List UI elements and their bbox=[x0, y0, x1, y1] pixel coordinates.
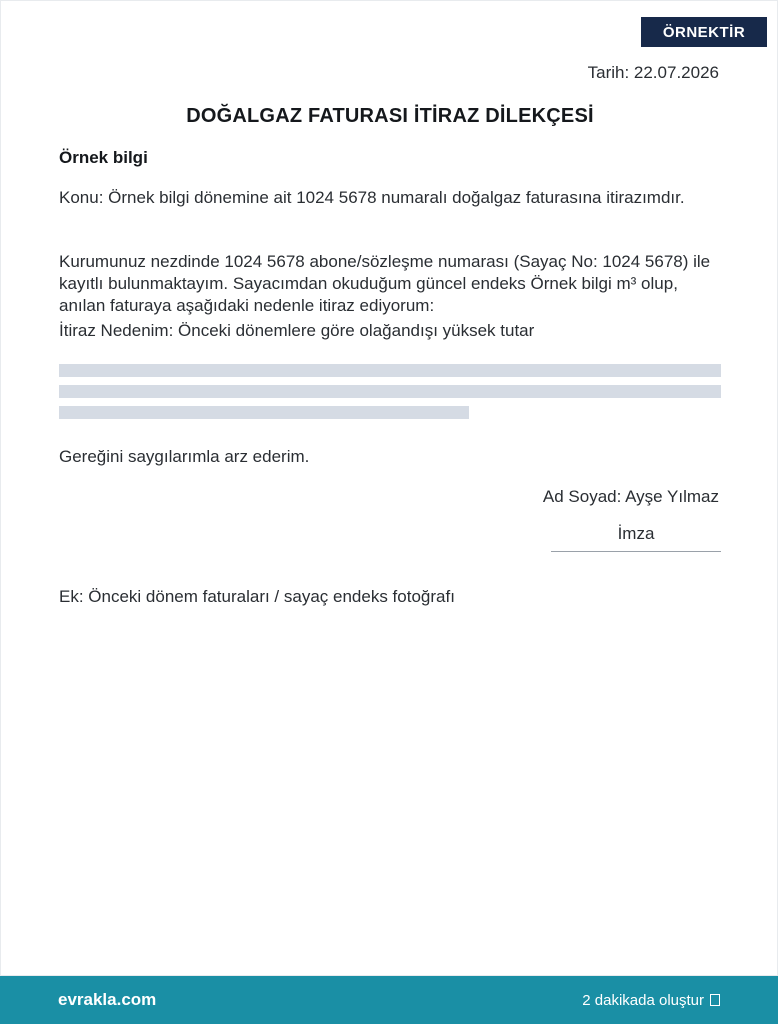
signature-label: İmza bbox=[617, 524, 655, 543]
redacted-line bbox=[59, 406, 469, 419]
cta-label: 2 dakikada oluştur bbox=[582, 991, 704, 1009]
signer-name: Ad Soyad: Ayşe Yılmaz bbox=[542, 487, 719, 506]
document-title: DOĞALGAZ FATURASI İTİRAZ DİLEKÇESİ bbox=[186, 105, 594, 127]
create-cta-button[interactable] bbox=[582, 992, 720, 1009]
body-paragraph: Kurumunuz nezdinde 1024 5678 abone/sözleşme numarası (Sayaç No: 1024 5678) ile kayıtlı bulunmaktayım. Sayacımdan okuduğum güncel endeks Örnek bilgi m³ olup, anılan faturaya aşağıdaki nedenle itiraz ediyorum: bbox=[59, 252, 711, 315]
attachment-note: Ek: Önceki dönem faturaları / sayaç endeks fotoğrafı bbox=[59, 587, 455, 606]
document-icon bbox=[710, 994, 720, 1006]
sample-badge: ÖRNEKTİR bbox=[641, 17, 767, 47]
objection-reason: İtiraz Nedenim: Önceki dönemlere göre olağandışı yüksek tutar bbox=[59, 321, 535, 340]
footer-bar bbox=[0, 976, 778, 1024]
redacted-line bbox=[59, 364, 721, 377]
subject-paragraph: Konu: Örnek bilgi dönemine ait 1024 5678 numaralı doğalgaz faturasına itirazımdır. bbox=[59, 188, 685, 207]
document-date: Tarih: 22.07.2026 bbox=[587, 63, 719, 82]
signature-line bbox=[551, 551, 721, 552]
closing-sentence: Gereğini saygılarımla arz ederim. bbox=[59, 447, 310, 466]
brand-link[interactable]: evrakla.com bbox=[58, 990, 157, 1009]
recipient: Örnek bilgi bbox=[59, 148, 148, 167]
redacted-line bbox=[59, 385, 721, 398]
